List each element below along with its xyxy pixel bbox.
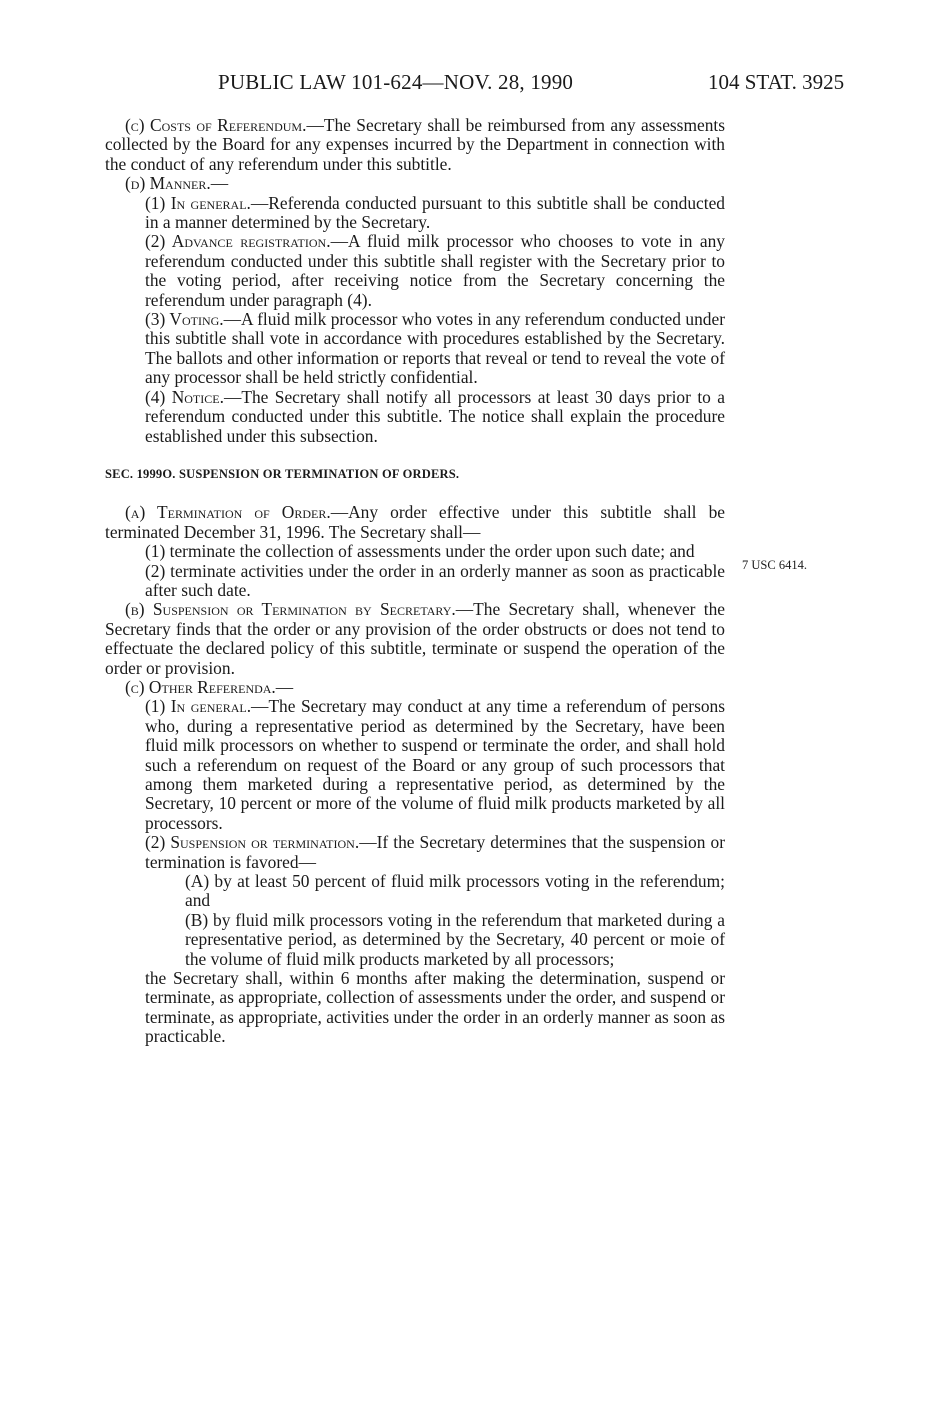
para-advance-registration (105, 232, 725, 310)
para-text: —The Secretary shall, whenever the Secretary finds that the order or any provision of the order obstructs or does not tend to effectuate the declared policy of this subtitle, terminate or suspend the operation of the order or provision. (105, 599, 725, 678)
para-lead: (c) Costs of Referendum. (125, 115, 307, 135)
para-notice (105, 388, 725, 446)
para-costs-of-referendum (105, 116, 725, 174)
para-text: —The Secretary may conduct at any time a referendum of persons who, during a representative period as determined by the Secretary, have been fluid milk processors on whether to suspend or terminate the order, and shall hold such a referendum on request of the Board or any group of such processors that among them marketed during a representative period, as determined by the Secretary, 10 percent or more of the volume of fluid milk products marketed by all processors. (145, 696, 725, 833)
para-text: —A fluid milk processor who chooses to vote in any referendum conducted under this subtitle shall register with the Secretary prior to the voting period, after receiving notice from the Secretary concerning the referendum under paragraph (4). (145, 231, 725, 310)
para-manner (105, 174, 725, 193)
para-other-referenda (105, 678, 725, 697)
para-lead: (2) Advance registration. (145, 231, 331, 252)
para-subclause-b: (B) by fluid milk processors voting in the referendum that marketed during a representative period, as determined by the Secretary, 40 percent or moie of the volume of fluid milk products marketed by all processors; (185, 909, 725, 969)
para-terminate-collection: (1) terminate the collection of assessments under the order upon such date; and (145, 541, 695, 562)
para-other-in-general (105, 697, 725, 833)
para-lead: (3) Voting. (145, 309, 224, 330)
para-manner-in-general (105, 194, 725, 233)
para-lead: (1) In general. (145, 696, 252, 717)
para-suspension-or-termination (105, 833, 725, 872)
para-lead: (c) Other Referenda. (125, 676, 276, 697)
para-termination-of-order (105, 503, 725, 542)
para-subclause-a: (A) by at least 50 percent of fluid milk processors voting in the referendum; and (185, 871, 725, 911)
para-lead: (a) Termination of Order. (125, 502, 331, 523)
para-text: —Referenda conducted pursuant to this subtitle shall be conducted in a manner determined by the Secretary. (145, 192, 725, 233)
para-text: —A fluid milk processor who votes in any referendum conducted under this subtitle shall vote in accordance with procedures established by the Secretary. The ballots and other information or reports that reveal or tend to reveal the vote of any processor shall be held strictly confidential. (145, 309, 726, 388)
para-voting (105, 310, 725, 388)
para-lead: (b) Suspension or Termination by Secretary. (125, 599, 456, 620)
para-text: —The Secretary shall notify all processors at least 30 days prior to a referendum conducted under this subtitle. The notice shall explain the procedure established under this subsection. (145, 386, 726, 446)
para-text: —Any order effective under this subtitle shall be terminated December 31, 1996. The Secretary shall— (105, 502, 726, 542)
para-terminate-activities: (2) terminate activities under the order in an orderly manner as soon as practicable after such date. (145, 560, 725, 600)
page-body (105, 116, 725, 1047)
para-text: —The Secretary shall be reimbursed from any assessments collected by the Board for any expenses incurred by the Department in connection with the conduct of any referendum under this subtitle. (105, 115, 725, 174)
para-lead: (4) Notice. (145, 386, 224, 407)
side-note-usc: 7 USC 6414. (742, 558, 807, 572)
para-lead: (d) Manner. (125, 173, 211, 194)
para-text: —If the Secretary determines that the suspension or termination is favored— (145, 832, 725, 872)
page-stat-number: 104 STAT. 3925 (708, 70, 845, 94)
para-text: — (210, 173, 229, 194)
para-text: — (275, 676, 294, 697)
running-header: PUBLIC LAW 101-624—NOV. 28, 1990 (218, 70, 574, 94)
para-lead: (1) In general. (145, 192, 251, 213)
section-heading: SEC. 1999O. SUSPENSION OR TERMINATION OF ORDERS. (105, 466, 460, 481)
para-suspension-by-secretary (105, 600, 725, 678)
para-lead: (2) Suspension or termination. (145, 832, 360, 853)
para-closing: the Secretary shall, within 6 months after making the determination, suspend or terminate, as appropriate, collection of assessments under the order, and suspend or terminate, as appropriate, activities under the order in an orderly manner as soon as practicable. (145, 968, 725, 1047)
